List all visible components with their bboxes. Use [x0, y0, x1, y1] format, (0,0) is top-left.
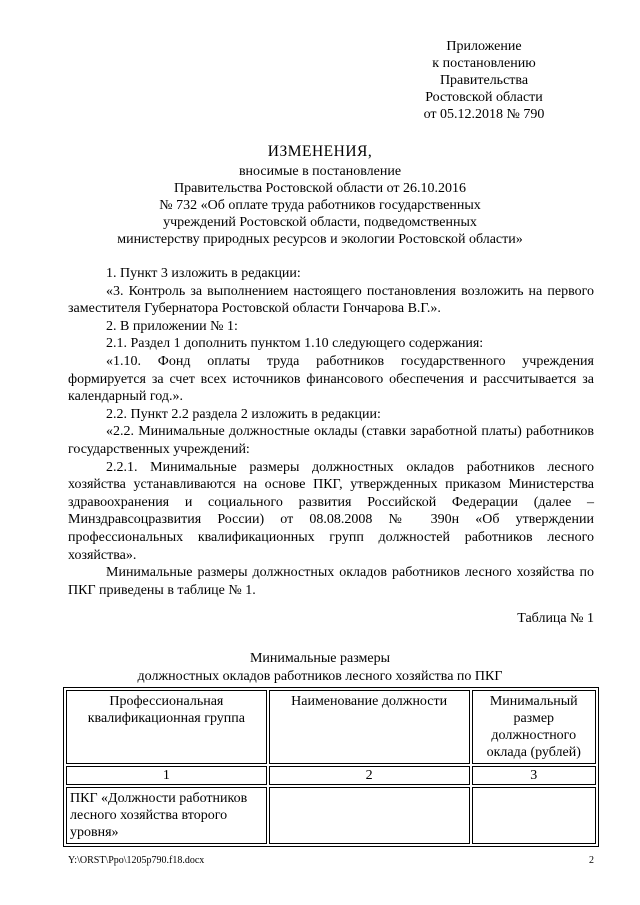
table-header-row: [66, 690, 596, 764]
table-header-cell: Профессиональная квалификационная группа: [66, 690, 267, 764]
paragraph: 2.1. Раздел 1 дополнить пунктом 1.10 следующего содержания:: [106, 336, 484, 352]
table-header-cell: Наименование должности: [269, 690, 470, 764]
subtitle-line: учреждений Ростовской области, подведомственных: [163, 215, 477, 230]
paragraph: 2. В приложении № 1:: [106, 318, 238, 334]
subtitle-line: № 732 «Об оплате труда работников государственных: [159, 198, 481, 213]
table-title-line: Минимальные размеры: [249, 651, 391, 666]
appendix-line: Ростовской области: [425, 90, 543, 105]
table-cell: ПКГ «Должности работников лесного хозяйства второго уровня»: [66, 787, 267, 844]
table-number-cell: 1: [66, 766, 267, 785]
appendix-line: к постановлению: [432, 56, 536, 71]
document-subtitle: [60, 163, 580, 248]
table-number-cell: 2: [269, 766, 470, 785]
paragraph: Минимальные размеры должностных окладов работников лесного хозяйства по ПКГ приведены в таблице № 1.: [68, 565, 594, 598]
footer-page-number: 2: [589, 855, 594, 866]
table-row: [66, 787, 596, 844]
subtitle-line: Правительства Ростовской области от 26.10.2016: [173, 181, 467, 196]
document-title: ИЗМЕНЕНИЯ,: [267, 143, 373, 160]
subtitle-line: министерству природных ресурсов и экологии Ростовской области»: [117, 232, 523, 247]
table-caption: Таблица № 1: [517, 611, 594, 626]
table-header-cell: Минимальный размер должностного оклада (рублей): [472, 690, 597, 764]
paragraph: 2.2. Пункт 2.2 раздела 2 изложить в редакции:: [106, 406, 381, 422]
paragraph: «1.10. Фонд оплаты труда работников государственного учреждения формируется за счет всех источников финансового обеспечения и рассчитывается за календарный год.».: [68, 353, 594, 405]
document-body: [68, 265, 594, 599]
subtitle-line: вносимые в постановление: [238, 164, 402, 179]
table-cell: [269, 787, 470, 844]
paragraph: 2.2.1. Минимальные размеры должностных окладов работников лесного хозяйства устанавливаются на основе ПКГ, утвержденных приказом Министерства здравоохранения и социального развития Российской Федерации (далее – Минздравсоцразвития России) от 08.08.2008 № 390н «Об утверждении профессиональных квалификационных групп должностей работников лесного хозяйства».: [68, 459, 594, 563]
salary-table: [63, 687, 599, 847]
paragraph: 1. Пункт 3 изложить в редакции:: [106, 266, 301, 281]
table-title-line: должностных окладов работников лесного хозяйства по ПКГ: [137, 669, 503, 684]
appendix-block: [374, 38, 594, 123]
appendix-line: Правительства: [439, 73, 529, 88]
footer-file-path: Y:\ORST\Ppo\1205p790.f18.docx: [68, 855, 205, 866]
table-number-row: [66, 766, 596, 785]
paragraph: «3. Контроль за выполнением настоящего постановления возложить на первого заместителя Губернатора Ростовской области Гончарова В.Г.».: [68, 283, 594, 317]
appendix-line: Приложение: [446, 39, 522, 54]
table-number-cell: 3: [472, 766, 597, 785]
paragraph: «2.2. Минимальные должностные оклады (ставки заработной платы) работников государственных учреждений:: [68, 424, 594, 457]
appendix-line: от 05.12.2018 № 790: [423, 107, 545, 122]
table-title: [0, 650, 640, 686]
table-cell: [472, 787, 597, 844]
